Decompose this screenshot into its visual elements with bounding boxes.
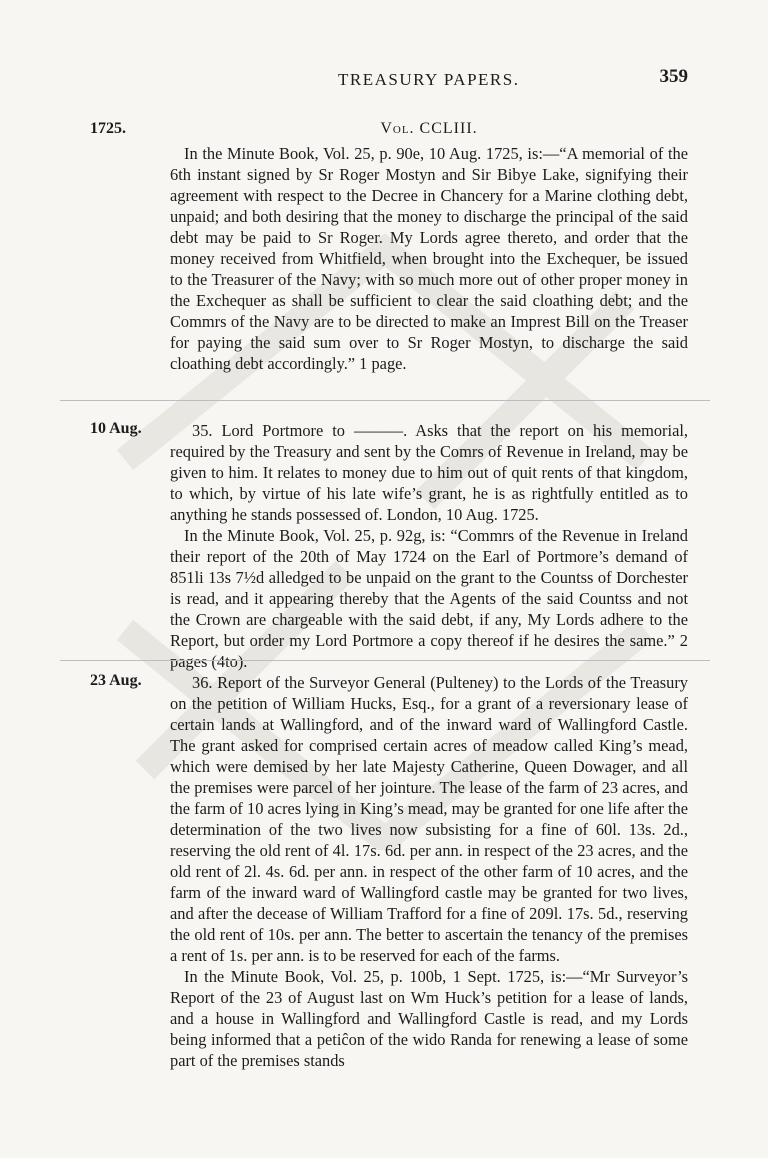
- entry-36-minute: In the Minute Book, Vol. 25, p. 100b, 1 Sept. 1725, is:—“Mr Surveyor’s Report of the 23 of August last on Wm Huck’s petition for a lease of lands, and a house in Wallingford and Wallingford Castle is read, and my Lords being informed that a petiĉon of the wido Randa for renewing a lease of some part of the premises stands: [170, 967, 688, 1070]
- entry-35-text: 35. Lord Portmore to ———. Asks that the report on his memorial, required by the Treasury and sent by the Comrs of Revenue in Ireland, may be given to him. It relates to money due to him out of quit rents of that kingdom, to which, by virtue of his late wife’s grant, he is as rightfully entitled as to anything he stands possessed of. London, 10 Aug. 1725.: [170, 421, 688, 524]
- entry-36: [170, 672, 688, 1071]
- minute-book-extract: [170, 143, 688, 374]
- volume-heading: Vol. CCLIII.: [380, 120, 478, 137]
- running-title: TREASURY PAPERS.: [338, 70, 520, 89]
- entry-35-minute: In the Minute Book, Vol. 25, p. 92g, is: “Commrs of the Revenue in Ireland their report of the 20th of May 1724 on the Earl of Portmore’s demand of 851li 13s 7½d alledged to be unpaid on the grant to the Countss of Dorchester is read, and it appearing thereby that the Agents of the said Countss and not the Crown are chargeable with the said debt, if any, My Lords adhere to the Report, but order my Lord Portmore a copy thereof if he desires the same.” 2 pages (4to).: [170, 526, 688, 671]
- entry-divider: [60, 660, 710, 661]
- margin-date-36: 23 Aug.: [90, 672, 142, 689]
- entry-36-text: 36. Report of the Surveyor General (Pulteney) to the Lords of the Treasury on the petition of William Hucks, Esq., for a grant of a reversionary lease of certain lands at Wallingford, and of the inward ward of Wallingford Castle. The grant asked for comprised certain acres of meadow called King’s mead, which were demised by her late Majesty Catherine, Queen Dowager, and all the premises were parcel of her jointure. The lease of the farm of 23 acres, and the farm of 10 acres lying in King’s mead, may be granted for one life after the determination of the two lives now subsisting for a fine of 60l. 13s. 2d., reserving the old rent of 4l. 17s. 6d. per ann. in respect of the 23 acres, and the old rent of 2l. 4s. 6d. per ann. in respect of the other farm of 10 acres, and the farm of the inward ward of Wallingford castle may be granted for two lives, and after the decease of William Trafford for a fine of 209l. 17s. 5d., reserving the old rent of 10s. per ann. The better to ascertain the tenancy of the premises a rent of 1s. per ann. is to be reserved for each of the farms.: [170, 673, 688, 965]
- entry-35: [170, 420, 688, 672]
- margin-year: 1725.: [90, 120, 126, 137]
- page-number: 359: [659, 66, 688, 87]
- margin-date-35: 10 Aug.: [90, 420, 142, 437]
- minute-text: In the Minute Book, Vol. 25, p. 90e, 10 Aug. 1725, is:—“A memorial of the 6th instant signed by Sr Roger Mostyn and Sir Bibye Lake, signifying their agreement with respect to the Decree in Chancery for a Marine clothing debt, unpaid; and both desiring that the money to discharge the principal of the said debt may be paid to Sr Roger. My Lords agree thereto, and order that the money received from Whitfield, when brought into the Exchequer, be issued to the Treasurer of the Navy; with so much more out of other proper money in the Exchequer as shall be sufficient to clear the said cloathing debt; and the Commrs of the Navy are to be directed to make an Imprest Bill on the Treaser for paying the said sum over to Sr Roger Mostyn, to discharge the said cloathing debt accordingly.” 1 page.: [170, 144, 688, 373]
- entry-divider: [60, 400, 710, 401]
